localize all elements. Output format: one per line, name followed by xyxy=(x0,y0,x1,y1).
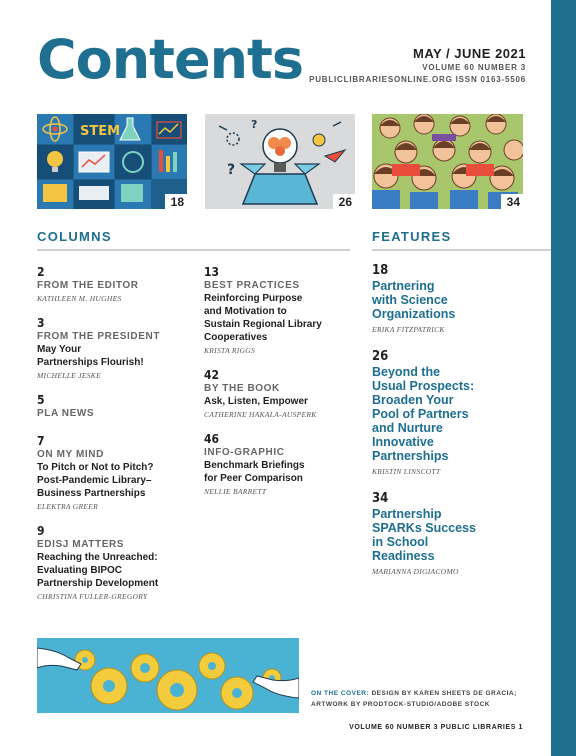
thumbnail-children[interactable] xyxy=(372,114,523,209)
svg-text:?: ? xyxy=(227,162,236,178)
entry-page-number: 9 xyxy=(37,524,45,538)
columns-heading: COLUMNS xyxy=(37,229,112,244)
thumbnail-page-number: 34 xyxy=(501,194,523,209)
entry-page-number: 7 xyxy=(37,434,45,448)
toc-entry[interactable] xyxy=(204,432,354,499)
entry-page-number: 3 xyxy=(37,316,45,330)
page-footer: VOLUME 60 NUMBER 3 PUBLIC LIBRARIES 1 xyxy=(349,724,523,731)
entry-department: EDISJ MATTERS xyxy=(37,539,125,550)
page-title: Contents xyxy=(37,28,304,91)
feature-entry[interactable] xyxy=(372,263,542,337)
entry-page-number: 5 xyxy=(37,393,45,407)
features-list xyxy=(372,263,542,591)
volume-number: VOLUME 60 NUMBER 3 xyxy=(422,63,526,72)
toc-entry[interactable] xyxy=(37,434,202,514)
cover-art-credit: ARTWORK BY PRODTOCK-STUDIO/ADOBE STOCK xyxy=(311,701,490,708)
entry-author: KATHLEEN M. HUGHES xyxy=(37,294,122,303)
entry-department: FROM THE EDITOR xyxy=(37,280,139,291)
entry-title: May Your Partnerships Flourish! xyxy=(37,344,144,368)
feature-title: Partnership SPARKs Success in School Readiness xyxy=(372,507,476,563)
entry-title: Benchmark Briefings for Peer Comparison xyxy=(204,460,305,484)
entry-department: BY THE BOOK xyxy=(204,383,280,394)
website-issn: PUBLICLIBRARIESONLINE.ORG ISSN 0163-5506 xyxy=(309,75,526,84)
entry-title: Reaching the Unreached: Evaluating BIPOC Partnership Development xyxy=(37,552,159,589)
entry-title: Reinforcing Purpose and Motivation to Sustain Regional Library Cooperatives xyxy=(204,293,322,343)
cover-design-credit: DESIGN BY KAREN SHEETS DE GRACIA; xyxy=(371,690,517,697)
entry-page-number: 46 xyxy=(204,432,220,446)
entry-author: KRISTA RIGGS xyxy=(204,346,256,355)
entry-page-number: 13 xyxy=(204,265,220,279)
features-divider xyxy=(372,249,551,251)
toc-entry[interactable] xyxy=(204,368,354,422)
entry-author: CHRISTINA FULLER-GREGORY xyxy=(37,592,148,601)
toc-entry[interactable] xyxy=(37,265,202,306)
feature-title: Beyond the Usual Prospects: Broaden Your Pool of Partners and Nurture Innovative Partnerships xyxy=(372,365,475,463)
toc-entry[interactable] xyxy=(37,393,202,420)
svg-text:?: ? xyxy=(251,118,258,131)
entry-title: Ask, Listen, Empower xyxy=(204,396,308,407)
thumbnail-lightbulb[interactable] xyxy=(205,114,355,209)
issue-date: MAY / JUNE 2021 xyxy=(412,46,526,61)
entry-page-number: 26 xyxy=(372,349,389,364)
gears-hands-illustration xyxy=(37,638,299,713)
svg-text:STEM: STEM xyxy=(80,124,121,139)
entry-department: FROM THE PRESIDENT xyxy=(37,331,161,342)
toc-entry[interactable] xyxy=(37,524,202,604)
entry-author: ELEKTRA GREER xyxy=(37,502,99,511)
feature-entry[interactable] xyxy=(372,349,542,479)
cover-label: ON THE COVER: xyxy=(311,690,370,697)
entry-department: PLA NEWS xyxy=(37,408,95,419)
entry-department: BEST PRACTICES xyxy=(204,280,300,291)
feature-title: Partnering with Science Organizations xyxy=(372,279,456,321)
side-accent-bar xyxy=(551,0,576,756)
entry-page-number: 18 xyxy=(372,263,389,278)
columns-list-right xyxy=(204,265,354,509)
toc-entry[interactable] xyxy=(37,316,202,383)
entry-author: NELLIE BARRETT xyxy=(204,487,267,496)
entry-page-number: 34 xyxy=(372,491,389,506)
cover-thumbnail[interactable] xyxy=(37,638,299,713)
entry-author: KRISTIN LINSCOTT xyxy=(372,467,441,476)
feature-entry[interactable] xyxy=(372,491,542,579)
toc-entry[interactable] xyxy=(204,265,354,358)
thumbnail-page-number: 18 xyxy=(165,194,187,209)
columns-list-left xyxy=(37,265,202,614)
entry-title: To Pitch or Not to Pitch? Post-Pandemic Library– Business Partnerships xyxy=(37,462,154,499)
cover-caption xyxy=(311,688,517,710)
features-heading: FEATURES xyxy=(372,229,452,244)
entry-page-number: 42 xyxy=(204,368,220,382)
entry-author: ERIKA FITZPATRICK xyxy=(372,325,445,334)
entry-author: MICHELLE JESKE xyxy=(37,371,101,380)
entry-department: INFO-GRAPHIC xyxy=(204,447,285,458)
entry-department: ON MY MIND xyxy=(37,449,104,460)
columns-divider xyxy=(37,249,350,251)
issue-info xyxy=(309,46,526,86)
entry-page-number: 2 xyxy=(37,265,45,279)
entry-author: CATHERINE HAKALA-AUSPERK xyxy=(204,410,317,419)
thumbnail-page-number: 26 xyxy=(333,194,355,209)
thumbnail-stem[interactable] xyxy=(37,114,187,209)
entry-author: MARIANNA DIGIACOMO xyxy=(372,567,459,576)
